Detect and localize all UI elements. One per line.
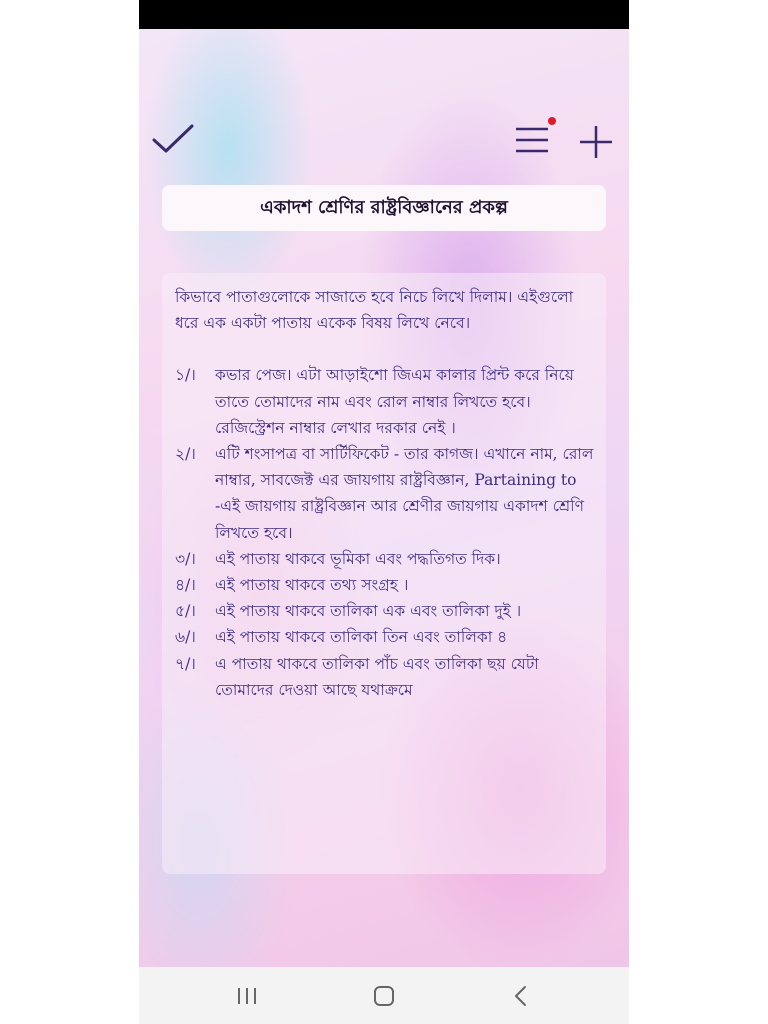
list-item-text: এই পাতায় থাকবে তালিকা এক এবং তালিকা দুই । xyxy=(215,602,522,621)
list-item xyxy=(175,362,595,441)
recent-apps-icon[interactable] xyxy=(235,985,259,1007)
list-item xyxy=(175,441,595,546)
note-body-field[interactable] xyxy=(162,273,606,874)
list-item-number: ৩/। xyxy=(175,549,196,568)
list-item-number: ২/। xyxy=(175,445,196,464)
list-item-number: ৭/। xyxy=(175,654,196,673)
phone-screen xyxy=(139,0,629,1024)
note-intro: কিভাবে পাতাগুলোকে সাজাতে হবে নিচে লিখে দিলাম। এইগুলো ধরে এক একটা পাতায় একেক বিষয় লিখে নেবে। xyxy=(175,288,574,333)
note-editor xyxy=(139,29,629,967)
list-item-text: এই পাতায় থাকবে তথ্য সংগ্রহ । xyxy=(215,576,409,595)
status-bar xyxy=(139,0,629,29)
note-content xyxy=(175,284,595,703)
hamburger-menu-icon[interactable] xyxy=(512,115,562,159)
note-title: একাদশ শ্রেণির রাষ্ট্রবিজ্ঞানের প্রকল্প xyxy=(260,196,508,218)
list-item-text: এ পাতায় থাকবে তালিকা পাঁচ এবং তালিকা ছয় যেটা তোমাদের দেওয়া আছে যথাক্রমে xyxy=(215,654,539,699)
list-item-number: ১/। xyxy=(175,366,196,385)
back-icon[interactable] xyxy=(511,984,531,1008)
home-icon[interactable] xyxy=(372,984,396,1008)
list-item-text: কভার পেজ। এটা আড়াইশো জিএম কালার প্রিন্ট করে নিয়ে তাতে তোমাদের নাম এবং রোল নাম্বার লিখতে হবে। রেজিস্ট্রেশন নাম্বার লেখার দরকার নেই । xyxy=(215,366,574,437)
list-item xyxy=(175,624,595,650)
check-icon[interactable] xyxy=(151,123,195,157)
list-item-number: ৬/। xyxy=(175,628,196,647)
list-item xyxy=(175,572,595,598)
note-title-field[interactable] xyxy=(162,185,606,231)
list-item-text: এটি শংসাপত্র বা সার্টিফিকেট - তার কাগজ। এখানে নাম, রোল নাম্বার, সাবজেক্ট এর জায়গায় রাষ্ট্রবিজ্ঞান, Partaining to -এই জায়গায় রাষ্ট্রবিজ্ঞান আর শ্রেণীর জায়গায় একাদশ শ্রেণি লিখতে হবে। xyxy=(215,445,594,542)
list-item-number: ৪/। xyxy=(175,576,196,595)
list-item xyxy=(175,598,595,624)
system-navigation-bar xyxy=(139,967,629,1024)
list-item-number: ৫/। xyxy=(175,602,196,621)
list-item-text: এই পাতায় থাকবে ভূমিকা এবং পদ্ধতিগত দিক। xyxy=(215,549,501,568)
notification-dot xyxy=(548,117,556,125)
plus-icon[interactable] xyxy=(577,123,615,161)
list-item xyxy=(175,651,595,703)
list-item xyxy=(175,546,595,572)
list-item-text: এই পাতায় থাকবে তালিকা তিন এবং তালিকা ৪ xyxy=(215,628,508,647)
